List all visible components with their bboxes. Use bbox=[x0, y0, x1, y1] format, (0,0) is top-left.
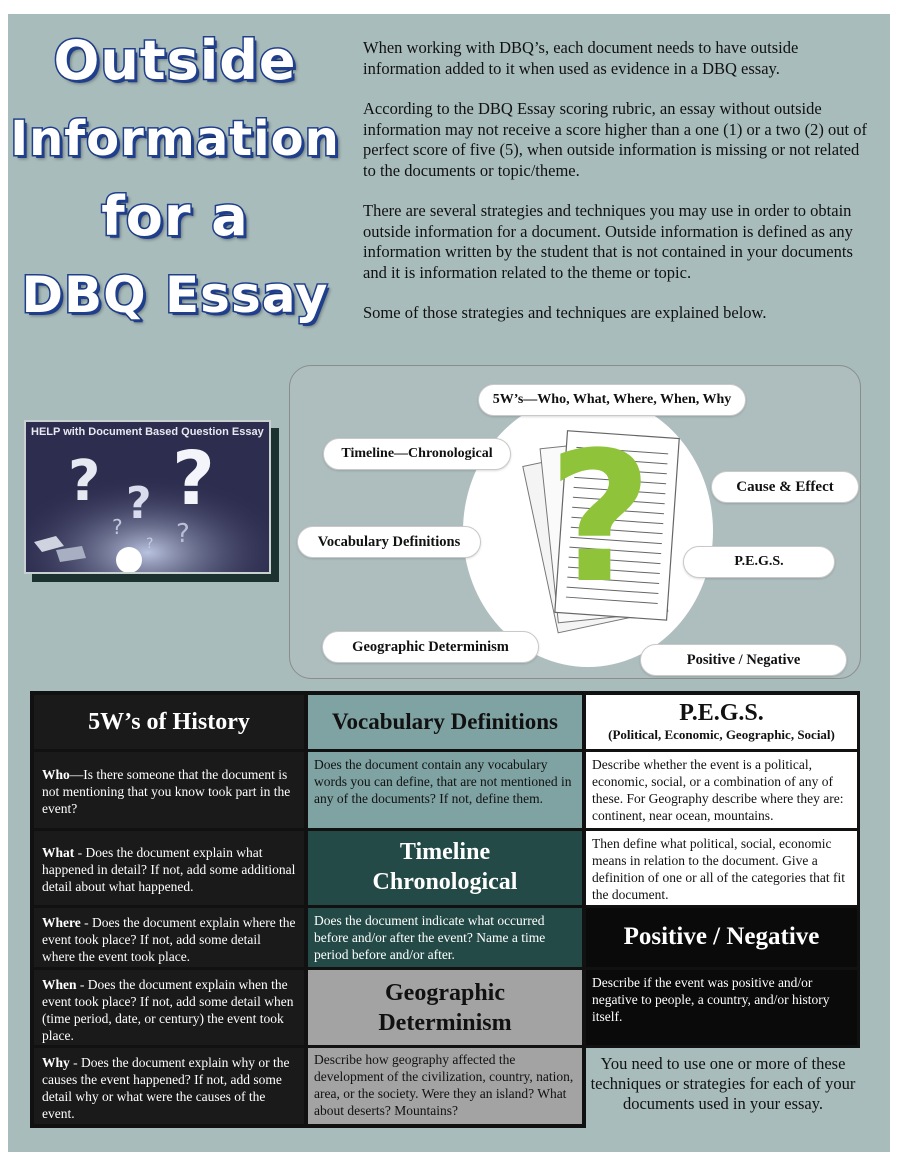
who-label: Who bbox=[42, 767, 70, 782]
svg-text:?: ? bbox=[548, 420, 653, 623]
intro-paragraph-1: When working with DBQ’s, each document needs to have outside information added to it when used as evidence in a DBQ essay. bbox=[363, 38, 799, 78]
question-marks-icon bbox=[26, 422, 269, 572]
where-label: Where bbox=[42, 915, 81, 930]
header-timeline bbox=[308, 831, 582, 905]
diagram-label-vocabulary: Vocabulary Definitions bbox=[297, 526, 481, 558]
positive-negative-cell: Describe if the event was positive and/or negative to people, a country, and/or history itself. bbox=[586, 970, 857, 1045]
title-line-1: Outside bbox=[53, 29, 297, 92]
what-label: What bbox=[42, 845, 75, 860]
pegs-cell-1: Describe whether the event is a political, economic, social, or a combination of any of these. For Geography describe where they are: continent, near ocean, mountains. bbox=[586, 752, 857, 828]
header-geographic-line-1: Geographic bbox=[385, 980, 505, 1006]
title-line-4: DBQ Essay bbox=[21, 266, 329, 324]
svg-text:?: ? bbox=[176, 519, 190, 549]
who-text: —Is there someone that the document is not mentioning that you know took part in the event? bbox=[42, 767, 291, 816]
when-label: When bbox=[42, 977, 77, 992]
help-image-caption: HELP with Document Based Question Essay bbox=[31, 426, 264, 438]
intro-paragraph-2: According to the DBQ Essay scoring rubric, an essay without outside information may not receive a score higher than a one (1) or a two (2) out of perfect score of five (5), when outside information is missing or not related to the documents or topic/theme. bbox=[363, 99, 867, 180]
header-positive-negative: Positive / Negative bbox=[586, 908, 857, 967]
header-geographic-determinism bbox=[308, 970, 582, 1045]
help-image bbox=[24, 420, 271, 574]
intro-text bbox=[363, 38, 873, 344]
header-5ws-history: 5W’s of History bbox=[34, 695, 304, 749]
svg-text:?: ? bbox=[126, 478, 152, 529]
pegs-subtitle: (Political, Economic, Geographic, Social) bbox=[608, 727, 835, 742]
pegs-title: P.E.G.S. bbox=[679, 700, 764, 726]
header-timeline-line-2: Chronological bbox=[372, 869, 518, 895]
pegs-cell-2: Then define what political, social, economic means in relation to the document. Give a definition of one or all of the categories that fit the document. bbox=[586, 831, 857, 905]
svg-text:?: ? bbox=[146, 536, 154, 552]
where-cell bbox=[34, 908, 304, 967]
page-title bbox=[10, 22, 340, 334]
diagram-label-geographic: Geographic Determinism bbox=[322, 631, 539, 663]
geographic-cell: Describe how geography affected the development of the civilization, country, nation, area, or the society. Were they an island? What about deserts? Mountains? bbox=[308, 1048, 582, 1124]
diagram-label-positive-negative: Positive / Negative bbox=[640, 644, 847, 676]
intro-paragraph-4: Some of those strategies and techniques are explained below. bbox=[363, 303, 767, 322]
svg-text:?: ? bbox=[68, 449, 101, 514]
closing-note: You need to use one or more of these techniques or strategies for each of your documents used in your essay. bbox=[586, 1048, 860, 1128]
timeline-cell: Does the document indicate what occurred before and/or after the event? Name a time period before and/or after. bbox=[308, 908, 582, 967]
diagram-label-5ws: 5W’s—Who, What, Where, When, Why bbox=[478, 384, 746, 416]
where-text: - Does the document explain where the event took place? If not, add some detail where the event took place. bbox=[42, 915, 296, 964]
header-pegs bbox=[586, 695, 857, 749]
vocabulary-cell: Does the document contain any vocabulary words you can define, that are not mentioned in any of the documents? If not, define them. bbox=[308, 752, 582, 828]
svg-text:?: ? bbox=[112, 515, 123, 539]
why-cell bbox=[34, 1048, 304, 1124]
intro-paragraph-3: There are several strategies and techniques you may use in order to obtain outside information for a document. Outside information is defined as any information written by the student that is not contained in your documents and it is information related to the theme or topic. bbox=[363, 201, 853, 282]
why-text: - Does the document explain why or the causes the event happened? If not, add some detail why or what were the causes of the event. bbox=[42, 1055, 290, 1121]
header-geographic-line-2: Determinism bbox=[378, 1010, 512, 1036]
title-line-2: Information bbox=[10, 111, 340, 167]
what-cell bbox=[34, 831, 304, 905]
when-cell bbox=[34, 970, 304, 1045]
who-cell bbox=[34, 752, 304, 828]
title-line-3: for a bbox=[101, 185, 249, 248]
header-timeline-line-1: Timeline bbox=[399, 839, 491, 865]
diagram-label-timeline: Timeline—Chronological bbox=[323, 438, 511, 470]
diagram-label-pegs: P.E.G.S. bbox=[683, 546, 835, 578]
diagram-label-cause-effect: Cause & Effect bbox=[711, 471, 859, 503]
why-label: Why bbox=[42, 1055, 70, 1070]
svg-text:?: ? bbox=[172, 436, 215, 522]
what-text: - Does the document explain what happened in detail? If not, add some additional detail about what happened. bbox=[42, 845, 296, 894]
header-vocabulary-definitions: Vocabulary Definitions bbox=[308, 695, 582, 749]
when-text: - Does the document explain when the event took place? If not, add some detail when (time period, date, or century) the event took place. bbox=[42, 977, 294, 1043]
document-question-mark-icon bbox=[520, 420, 700, 650]
